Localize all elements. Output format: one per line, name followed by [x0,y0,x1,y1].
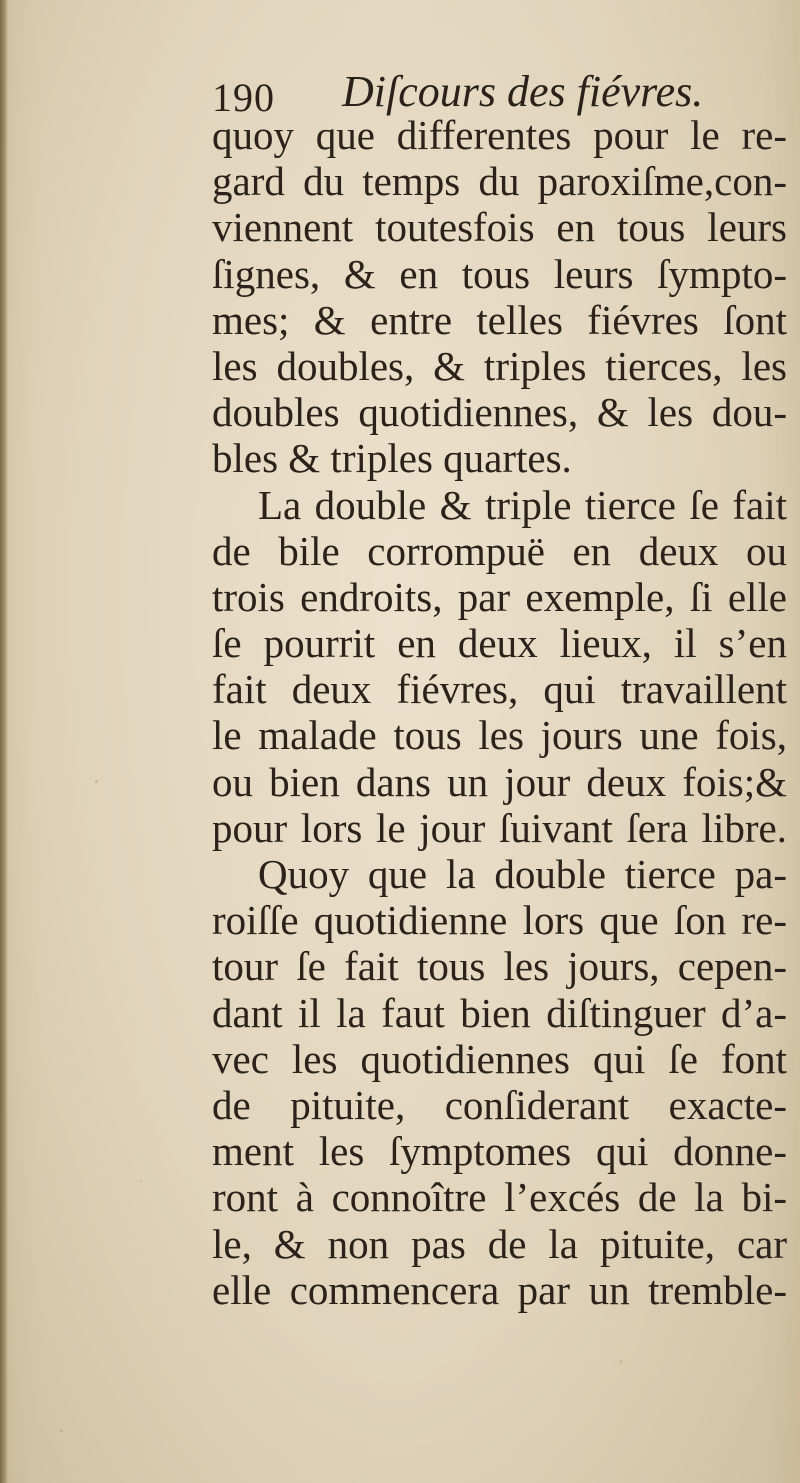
text-line: gard du temps du paroxiſme,con- [212,158,787,205]
text-line: bles & triples quartes. [212,435,572,482]
text-line: ſignes, & en tous leurs ſympto- [212,250,787,297]
text-line: elle commencera par un tremble- [212,1266,787,1313]
text-line: pour lors le jour ſuivant ſera libre. [212,804,787,851]
text-line: tour ſe fait tous les jours, cepen- [212,943,787,990]
text-line: les doubles, & triples tierces, les [212,342,787,389]
paper-speck [140,1180,142,1182]
text-line: dant il la faut bien diſtinguer d’a- [212,989,787,1036]
text-line: ſe pourrit en deux lieux, il s’en [212,620,787,667]
text-line: mes; & entre telles fiévres ſont [212,296,787,343]
text-line: trois endroits, par exemple, ſi elle [212,573,787,620]
body-text [212,112,787,1313]
paper-speck [95,780,98,783]
text-line: de bile corrompuë en deux ou [212,527,787,574]
text-line: quoy que differentes pour le re- [212,112,787,158]
text-line: le malade tous les jours une fois, [212,712,787,759]
text-line: vec les quotidiennes qui ſe font [212,1035,787,1082]
text-line: fait deux fiévres, qui travaillent [212,666,787,713]
text-line: ront à connoître l’excés de la bi- [212,1174,787,1221]
text-line: roiſſe quotidienne lors que ſon re- [212,897,787,944]
text-line: ment les ſymptomes qui donne- [212,1128,787,1175]
text-line: le, & non pas de la pituite, car [212,1220,787,1267]
page-number: 190 [212,75,275,120]
text-line: de pituite, conſiderant exacte- [212,1081,787,1128]
paragraph-start-line: Quoy que la double tierce pa- [258,851,787,897]
paragraph-start-line: La double & triple tierce ſe fait [258,481,787,528]
text-line: doubles quotidiennes, & les dou- [212,389,787,436]
running-title: Diſcours des fiévres. [342,67,704,116]
text-line: ou bien dans un jour deux fois;& [212,758,787,805]
page-gutter-edge [0,0,8,1483]
paper-speck [60,1430,63,1432]
paper-speck [620,1360,622,1363]
text-line: viennent toutesfois en tous leurs [212,204,787,251]
